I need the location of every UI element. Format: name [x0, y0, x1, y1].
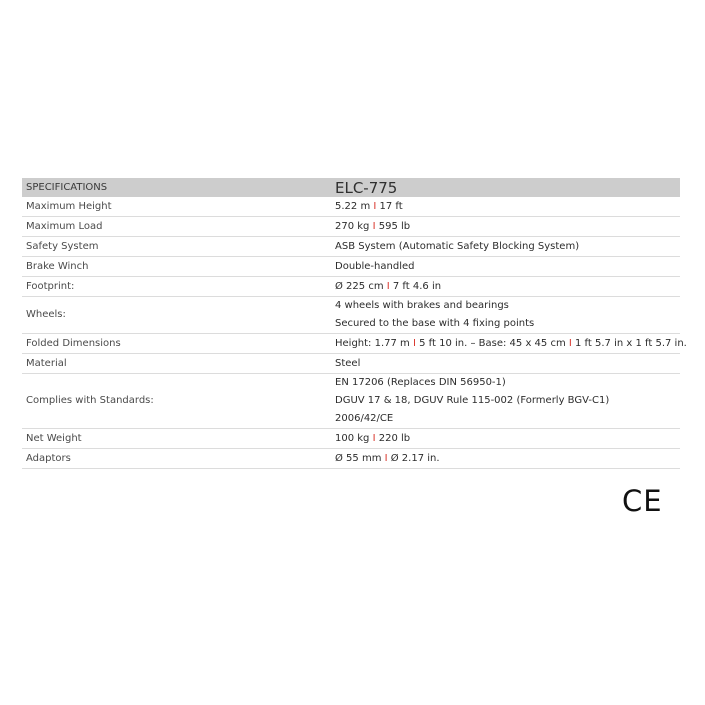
table-row	[22, 217, 680, 237]
spec-value-adaptors	[334, 449, 680, 469]
spec-value-line: Secured to the base with 4 fixing points	[335, 318, 535, 329]
spec-value-line: 4 wheels with brakes and bearings	[335, 300, 509, 311]
specifications-table	[22, 178, 687, 469]
unit-separator: I	[381, 452, 391, 464]
spec-label-maximum-height: Maximum Height	[22, 197, 334, 217]
unit-separator: I	[369, 220, 379, 232]
spec-label-material: Material	[22, 354, 334, 374]
spec-label-adaptors: Adaptors	[22, 449, 334, 469]
spec-value-folded-dimensions	[334, 334, 687, 354]
spec-value-line: 5.22 m I 17 ft	[335, 200, 403, 212]
spec-label-brake-winch: Brake Winch	[22, 257, 334, 277]
spec-label-net-weight: Net Weight	[22, 429, 334, 449]
table-row	[22, 334, 680, 354]
unit-separator: I	[409, 337, 420, 349]
specifications-heading: SPECIFICATIONS	[22, 178, 334, 197]
spec-value-line: Ø 55 mm I Ø 2.17 in.	[335, 452, 440, 464]
spec-value-line: Steel	[335, 357, 361, 369]
unit-separator: I	[383, 280, 393, 292]
unit-separator: I	[565, 337, 576, 349]
spec-value-brake-winch	[334, 257, 680, 277]
spec-value-line: 270 kg I 595 lb	[335, 220, 411, 232]
unit-separator: I	[370, 200, 380, 212]
table-row	[22, 374, 680, 429]
spec-value-maximum-load	[334, 217, 680, 237]
table-row	[22, 257, 680, 277]
table-row	[22, 297, 680, 334]
spec-label-wheels: Wheels:	[22, 297, 334, 334]
spec-value-complies-with-standards	[334, 374, 680, 429]
spec-value-line: DGUV 17 & 18, DGUV Rule 115-002 (Formerly BGV-C1)	[335, 395, 610, 406]
table-row	[22, 429, 680, 449]
unit-separator: I	[369, 432, 379, 444]
ce-mark-icon: CE	[622, 484, 663, 518]
model-name: ELC-775	[334, 178, 680, 197]
spec-value-line: 100 kg I 220 lb	[335, 432, 411, 444]
spec-label-safety-system: Safety System	[22, 237, 334, 257]
spec-value-line: Double-handled	[335, 260, 415, 272]
spec-value-material	[334, 354, 680, 374]
table-row	[22, 197, 680, 217]
spec-label-folded-dimensions: Folded Dimensions	[22, 334, 334, 354]
spec-value-line: Height: 1.77 m I 5 ft 10 in. – Base: 45 x 45 cm I 1 ft 5.7 in x 1 ft 5.7 in.	[335, 337, 687, 349]
spec-value-line: Ø 225 cm I 7 ft 4.6 in	[335, 280, 442, 292]
spec-value-maximum-height	[334, 197, 680, 217]
spec-value-footprint	[334, 277, 680, 297]
spec-value-net-weight	[334, 429, 680, 449]
spec-value-wheels	[334, 297, 680, 334]
spec-value-line: 2006/42/CE	[335, 413, 394, 424]
table-row	[22, 449, 680, 469]
spec-value-line: EN 17206 (Replaces DIN 56950-1)	[335, 377, 506, 388]
table-header-row	[22, 178, 680, 197]
table-row	[22, 277, 680, 297]
spec-label-footprint: Footprint:	[22, 277, 334, 297]
spec-label-complies-with-standards: Complies with Standards:	[22, 374, 334, 429]
table-row	[22, 354, 680, 374]
spec-value-line: ASB System (Automatic Safety Blocking System)	[335, 240, 580, 252]
table-row	[22, 237, 680, 257]
spec-value-safety-system	[334, 237, 680, 257]
spec-label-maximum-load: Maximum Load	[22, 217, 334, 237]
